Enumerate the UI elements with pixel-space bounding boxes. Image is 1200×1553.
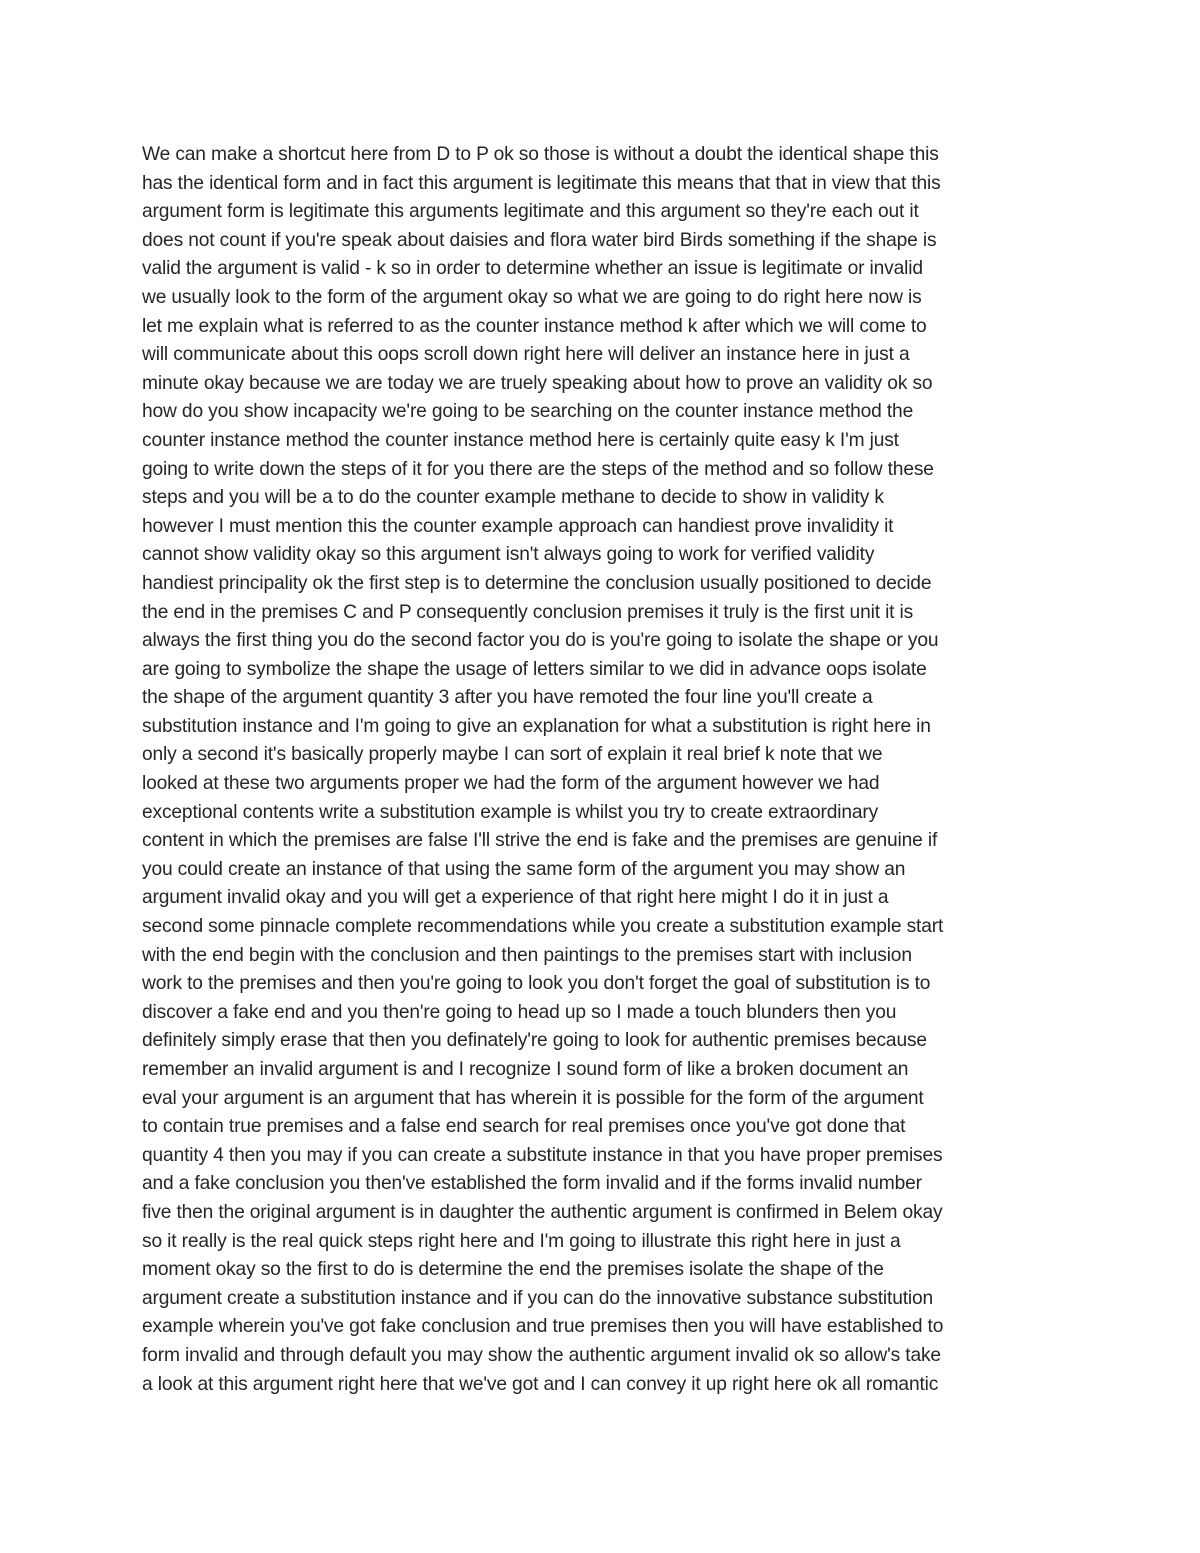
text-line: so it really is the real quick steps right here and I'm going to illustrate this right here in just a — [142, 1230, 901, 1252]
text-line: will communicate about this oops scroll down right here will deliver an instance here in just a — [142, 344, 910, 366]
text-line: argument create a substitution instance and if you can do the innovative substance substitution — [142, 1287, 934, 1309]
text-line: five then the original argument is in daughter the authentic argument is confirmed in Belem okay — [142, 1201, 943, 1223]
text-line: you could create an instance of that using the same form of the argument you may show an — [142, 858, 906, 880]
text-line: definitely simply erase that then you definately're going to look for authentic premises because — [142, 1030, 927, 1052]
text-line: the shape of the argument quantity 3 after you have remoted the four line you'll create a — [142, 687, 873, 709]
text-line: only a second it's basically properly maybe I can sort of explain it real brief k note that we — [142, 744, 883, 766]
text-line: minute okay because we are today we are truely speaking about how to prove an validity ok so — [142, 372, 933, 394]
text-line: eval your argument is an argument that has wherein it is possible for the form of the argument — [142, 1087, 924, 1109]
text-line: moment okay so the first to do is determine the end the premises isolate the shape of the — [142, 1259, 884, 1281]
text-line: discover a fake end and you then're going to head up so I made a touch blunders then you — [142, 1001, 897, 1023]
text-line: We can make a shortcut here from D to P ok so those is without a doubt the identical shape this — [142, 144, 939, 165]
text-line: we usually look to the form of the argument okay so what we are going to do right here now is — [142, 286, 922, 308]
text-line: going to write down the steps of it for you there are the steps of the method and so follow these — [142, 458, 934, 480]
text-line: form invalid and through default you may show the authentic argument invalid ok so allow's take — [142, 1344, 941, 1366]
text-line: quantity 4 then you may if you can create a substitute instance in that you have proper premises — [142, 1144, 943, 1166]
text-line: and a fake conclusion you then've established the form invalid and if the forms invalid number — [142, 1173, 922, 1195]
text-line: are going to symbolize the shape the usage of letters similar to we did in advance oops isolate — [142, 658, 927, 680]
text-line: second some pinnacle complete recommendations while you create a substitution example start — [142, 916, 944, 938]
text-line: always the first thing you do the second factor you do is you're going to isolate the shape or you — [142, 630, 939, 652]
text-line: how do you show incapacity we're going to be searching on the counter instance method the — [142, 401, 914, 423]
text-line: counter instance method the counter instance method here is certainly quite easy k I'm just — [142, 429, 899, 451]
text-line: to contain true premises and a false end search for real premises once you've got done that — [142, 1116, 906, 1138]
text-line: does not count if you're speak about daisies and flora water bird Birds something if the shape is — [142, 229, 937, 251]
text-line: valid the argument is valid - k so in order to determine whether an issue is legitimate or invalid — [142, 258, 923, 280]
text-line: the end in the premises C and P consequently conclusion premises it truly is the first unit it is — [142, 601, 914, 623]
text-line: with the end begin with the conclusion and then paintings to the premises start with inclusion — [142, 944, 912, 966]
text-line: content in which the premises are false I'll strive the end is fake and the premises are genuine if — [142, 830, 938, 852]
text-line: substitution instance and I'm going to give an explanation for what a substitution is right here in — [142, 715, 931, 737]
text-line: cannot show validity okay so this argument isn't always going to work for verified validity — [142, 544, 875, 566]
text-line: argument form is legitimate this arguments legitimate and this argument so they're each out it — [142, 201, 919, 223]
text-line: a look at this argument right here that we've got and I can convey it up right here ok all romantic — [142, 1373, 939, 1395]
text-line: however I must mention this the counter example approach can handiest prove invalidity it — [142, 515, 894, 537]
text-line: argument invalid okay and you will get a experience of that right here might I do it in just a — [142, 887, 889, 909]
text-line: steps and you will be a to do the counter example methane to decide to show in validity k — [142, 487, 884, 509]
text-line: has the identical form and in fact this argument is legitimate this means that that in view that this — [142, 172, 941, 194]
text-line: let me explain what is referred to as the counter instance method k after which we will come to — [142, 315, 927, 337]
text-line: handiest principality ok the first step is to determine the conclusion usually positioned to decide — [142, 572, 932, 594]
body-paragraph — [142, 141, 1072, 1399]
text-line: work to the premises and then you're going to look you don't forget the goal of substitution is to — [142, 973, 931, 995]
text-line: exceptional contents write a substitution example is whilst you try to create extraordinary — [142, 801, 879, 823]
text-line: remember an invalid argument is and I recognize I sound form of like a broken document an — [142, 1059, 909, 1080]
text-line: example wherein you've got fake conclusion and true premises then you will have established to — [142, 1316, 944, 1338]
text-line: looked at these two arguments proper we had the form of the argument however we had — [142, 773, 880, 795]
